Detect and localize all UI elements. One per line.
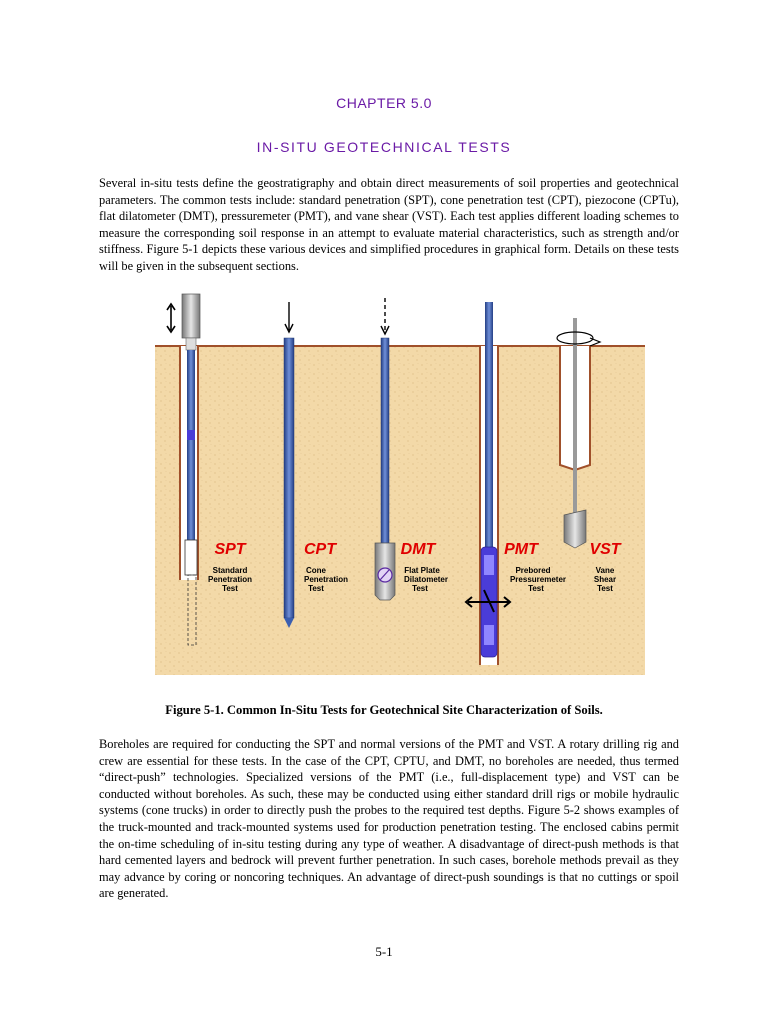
label-desc-cpt: Cone xyxy=(306,566,326,575)
chapter-title: IN-SITU GEOTECHNICAL TESTS xyxy=(256,139,512,155)
label-desc-dmt: Dilatometer xyxy=(403,575,449,584)
label-desc-vst: Vane xyxy=(595,566,615,575)
label-desc-spt: Standard xyxy=(212,566,248,575)
label-code-spt: SPT xyxy=(214,541,246,558)
label-desc-pmt: Pressuremeter xyxy=(509,575,567,584)
label-desc-dmt: Flat Plate xyxy=(404,566,440,575)
label-desc-pmt: Prebored xyxy=(515,566,551,575)
label-desc-spt: Test xyxy=(222,584,238,593)
body-paragraph: Boreholes are required for conducting the SPT and normal versions of the PMT and VST. A rotary drilling rig and crew are essential for these tests. In the case of the CPT, CPTU, and DMT, no boreholes are needed, thus termed “direct-push” technologies. Specialized versions of the PMT (i.e., full-displacement type) and VST can be conducted without boreholes. As such, these may be conducted using either standard drill rigs or mobile hydraulic systems (cone trucks) in order to directly push the probes to the required test depths. Figure 5-2 shows examples of the truck-mounted and track-mounted systems used for production penetration testing. The enclosed cabins permit the on-time scheduling of in-situ testing during any type of weather. A disadvantage of direct-push methods is that hard cemented layers and bedrock will prevent further penetration. In such cases, borehole methods prevail as they may advance by coring or noncoring techniques. An advantage of direct-push soundings is that no cuttings or spoil are generated. xyxy=(99,737,679,901)
label-desc-cpt: Test xyxy=(308,584,324,593)
label-code-dmt: DMT xyxy=(400,541,436,558)
in-situ-tests-figure xyxy=(150,290,650,675)
label-desc-dmt: Test xyxy=(412,584,428,593)
label-code-pmt: PMT xyxy=(504,541,538,558)
figure-caption: Figure 5-1. Common In-Situ Tests for Geotechnical Site Characterization of Soils. xyxy=(165,703,603,717)
label-code-vst: VST xyxy=(589,541,621,558)
label-desc-vst: Test xyxy=(597,584,613,593)
label-desc-cpt: Penetration xyxy=(303,575,349,584)
page-number: 5-1 xyxy=(375,944,393,959)
cpt-device xyxy=(284,302,294,628)
chapter-heading: CHAPTER 5.0 xyxy=(336,95,432,111)
label-code-cpt: CPT xyxy=(304,541,336,558)
intro-paragraph: Several in-situ tests define the geostratigraphy and obtain direct measurements of soil properties and geotechnical parameters. The common tests include: standard penetration (SPT), cone penetration test (CPT), piezocone (CPTu), flat dilatometer (DMT), pressuremeter (PMT), and vane shear (VST). Each test applies different loading schemes to measure the corresponding soil response in an attempt to evaluate material characteristics, such as strength and/or stiffness. Figure 5-1 depicts these various devices and simplified procedures in graphical form. Details on these tests will be given in the subsequent sections. xyxy=(99,176,679,273)
label-desc-vst: Shear xyxy=(593,575,617,584)
label-desc-pmt: Test xyxy=(528,584,544,593)
label-desc-spt: Penetration xyxy=(207,575,253,584)
